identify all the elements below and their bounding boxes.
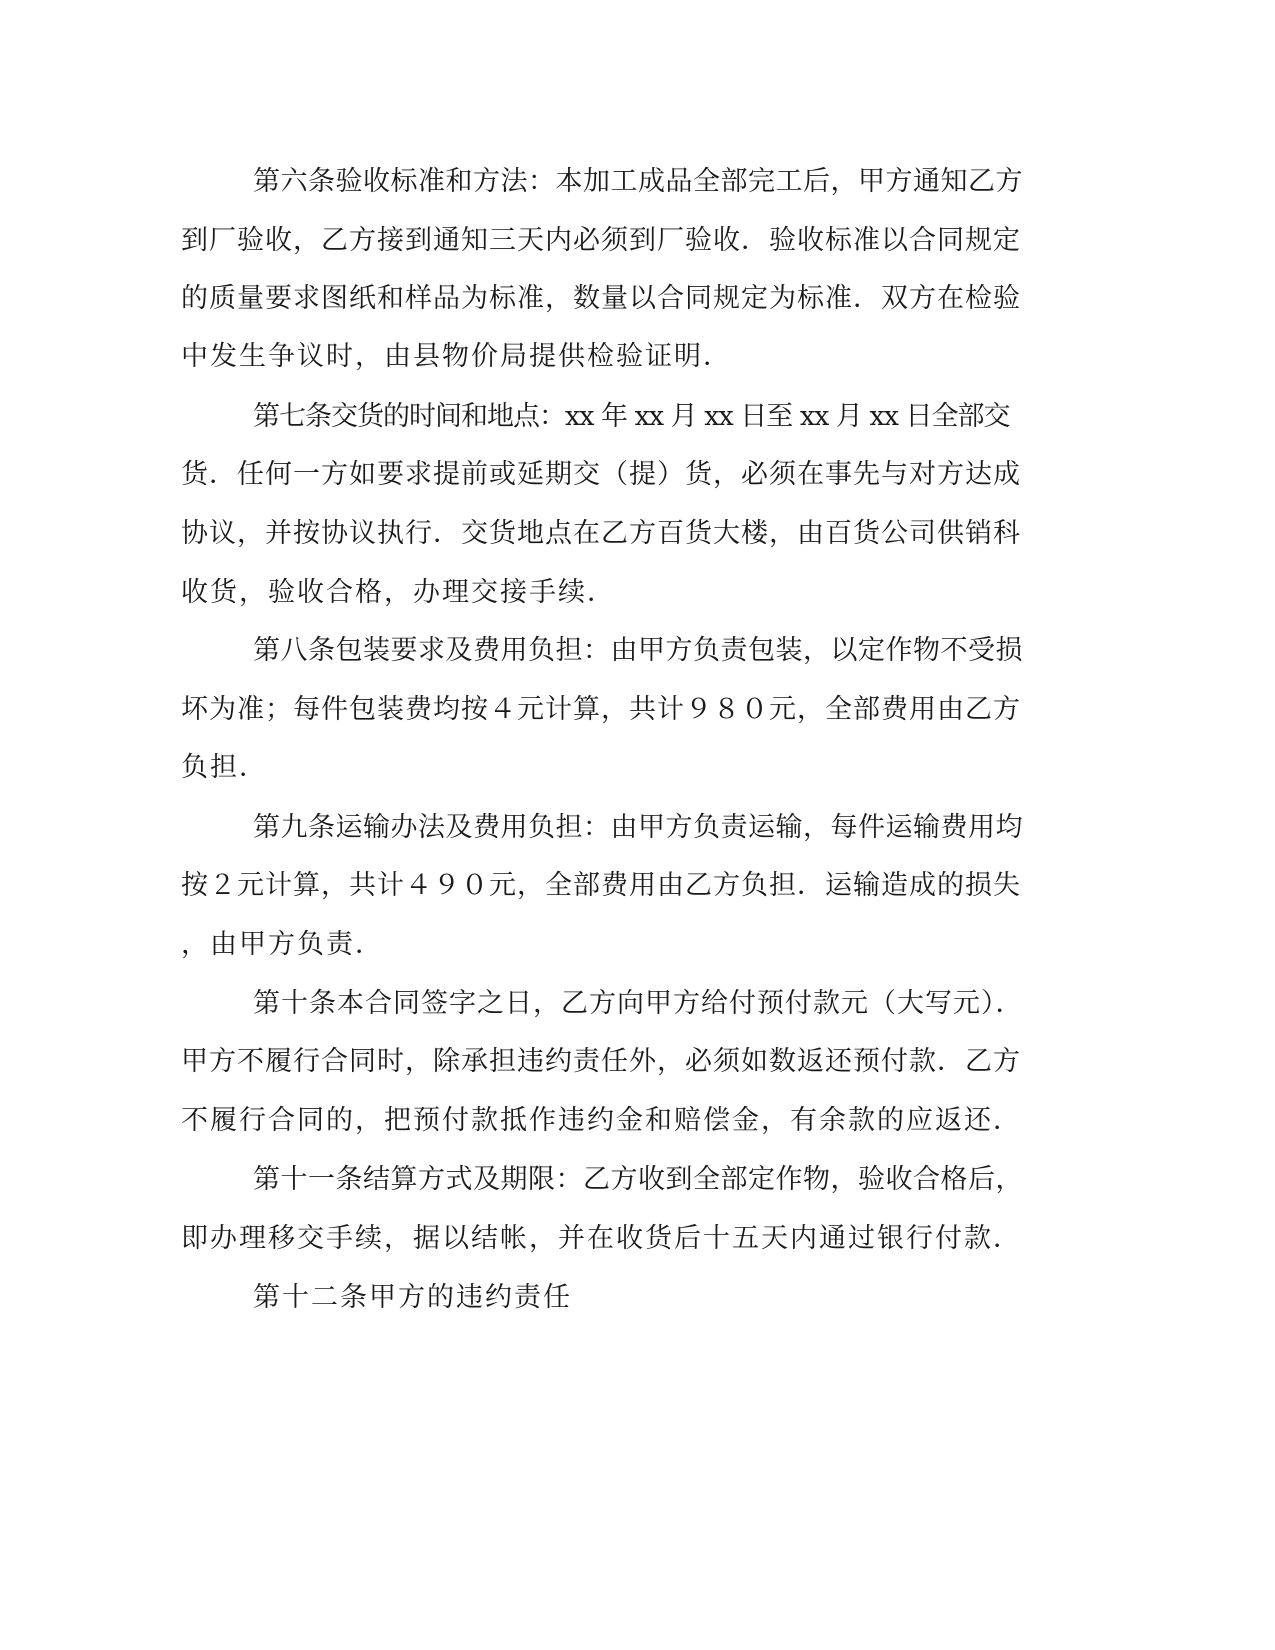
paragraph-11-line-1: 第十一条结算方式及期限：乙方收到全部定作物，验收合格后， — [253, 1164, 1023, 1195]
paragraph-7-line-1: 第七条交货的时间和地点：xx 年 xx 月 xx 日至 xx 月 xx 日全部交 — [253, 401, 1010, 432]
paragraph-10-line-2: 甲方不履行合同时，除承担违约责任外，必须如数返还预付款．乙方 — [181, 1046, 1021, 1077]
paragraph-6-line-4: 中发生争议时，由县物价局提供检验证明． — [181, 341, 732, 372]
paragraph-8-line-1: 第八条包装要求及费用负担：由甲方负责包装，以定作物不受损 — [253, 635, 1023, 666]
paragraph-7-line-3: 协议，并按协议执行．交货地点在乙方百货大楼，由百货公司供销科 — [181, 518, 1021, 549]
paragraph-6-line-3: 的质量要求图纸和样品为标准，数量以合同规定为标准．双方在检验 — [181, 283, 1021, 314]
paragraph-12-line-1: 第十二条甲方的违约责任 — [253, 1282, 572, 1313]
paragraph-6-line-1: 第六条验收标准和方法：本加工成品全部完工后，甲方通知乙方 — [253, 166, 1023, 197]
paragraph-7-line-2: 货．任何一方如要求提前或延期交（提）货，必须在事先与对方达成 — [181, 459, 1021, 490]
paragraph-9-line-3: ，由甲方负责． — [181, 929, 384, 960]
paragraph-8-line-2: 坏为准；每件包装费均按４元计算，共计９８０元，全部费用由乙方 — [181, 694, 1021, 725]
paragraph-6-line-2: 到厂验收，乙方接到通知三天内必须到厂验收．验收标准以合同规定 — [181, 225, 1021, 256]
paragraph-9-line-2: 按２元计算，共计４９０元，全部费用由乙方负担．运输造成的损失 — [181, 870, 1021, 901]
paragraph-9-line-1: 第九条运输办法及费用负担：由甲方负责运输，每件运输费用均 — [253, 812, 1023, 843]
paragraph-10-line-3: 不履行合同的，把预付款抵作违约金和赔偿金，有余款的应返还． — [181, 1105, 1022, 1136]
paragraph-7-line-4: 收货，验收合格，办理交接手续． — [181, 577, 616, 608]
paragraph-11-line-2: 即办理移交手续，据以结帐，并在收货后十五天内通过银行付款． — [181, 1223, 1022, 1254]
paragraph-8-line-3: 负担． — [181, 752, 268, 783]
paragraph-10-line-1: 第十条本合同签字之日，乙方向甲方给付预付款元（大写元）． — [253, 988, 1024, 1019]
